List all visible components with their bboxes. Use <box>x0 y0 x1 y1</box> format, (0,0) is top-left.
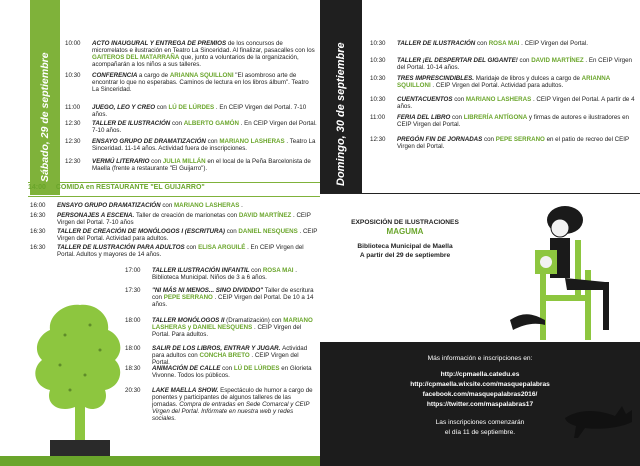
event-title: TRES IMPRESCINDIBLES. <box>397 75 476 82</box>
link-twitter[interactable]: https://twitter.com/maspalabras17 <box>426 401 534 408</box>
event-time: 18:00 <box>125 345 141 352</box>
event-text: con <box>476 40 489 47</box>
link-facebook[interactable]: facebook.com/masquepalabras2016/ <box>422 391 538 398</box>
event-description <box>152 387 317 422</box>
event-title: TALLER DE ILUSTRACIÓN <box>397 40 477 47</box>
divider <box>320 193 640 194</box>
event-details: . En CEIP Virgen del Portal. 10-14 años. <box>397 57 632 72</box>
info-footer-2: el día 11 de septiembre. <box>444 429 516 436</box>
event-title: ANIMACIÓN DE CALLE <box>152 365 223 372</box>
event-description <box>397 114 635 128</box>
reader-illustration <box>505 200 635 340</box>
lunch-time: 14:00 <box>28 184 46 191</box>
event-description <box>92 104 317 118</box>
event-time: 10:30 <box>370 96 386 103</box>
event-text: Taller de escritura con <box>152 287 314 302</box>
event-text: Taller de creación de marionetas con <box>135 212 239 219</box>
event-description <box>152 267 317 281</box>
event-time: 16:30 <box>30 244 46 251</box>
event-title: VERMÚ LITERARIO <box>92 158 152 165</box>
event-title: ENSAYO GRUPO DE DRAMATIZACIÓN <box>92 138 208 145</box>
event-details: . Biblioteca Municipal. Niños de 3 a 6 años. <box>152 267 297 282</box>
event-guest: ARIANNA SQUILLONI <box>169 72 234 79</box>
event-guest: ELISA ARGUILÉ <box>198 244 246 251</box>
event-guest: PEPE SERRANO <box>495 136 545 143</box>
event-text: con <box>186 244 199 251</box>
event-title: TALLER DE CREACIÓN DE MONÓLOGOS I (ESCRITURA) <box>57 228 227 235</box>
event-details: . CEIP Virgen del Portal. A partir de 4 años. <box>397 96 635 111</box>
event-text: con <box>454 96 466 103</box>
event-description <box>57 202 318 209</box>
event-details: . En CEIP Virgen del Portal. Adultos y mayores de 14 años. <box>57 244 304 259</box>
event-description <box>397 136 635 150</box>
event-guest: PEPE SERRANO <box>163 294 213 302</box>
event-description <box>57 244 318 258</box>
event-details: . CEIP Virgen del Portal. Actividad para adultos. <box>57 228 318 243</box>
info-footer-1: Las inscripciones comenzarán <box>435 419 525 426</box>
event-time: 18:00 <box>125 317 141 324</box>
lunch-text: COMIDA en RESTAURANTE "EL GUIJARRO" <box>55 184 205 191</box>
event-guest: MARIANO LASHERAS y DANIEL NESQUENS <box>152 317 313 332</box>
sunday-date-band <box>320 0 362 193</box>
event-guest: ROSA MAI <box>262 267 294 274</box>
event-title: CONFERENCIA <box>92 72 139 79</box>
event-text: con <box>171 120 184 127</box>
exhibition-place: Biblioteca Municipal de Maella <box>357 243 453 250</box>
event-time: 17:00 <box>125 267 141 274</box>
event-text: con <box>156 104 169 111</box>
cactus-illustration <box>30 295 130 460</box>
event-description <box>57 212 318 226</box>
event-time: 11:00 <box>370 114 386 121</box>
event-title: TALLER ¡EL DESPERTAR DEL GIGANTE! <box>397 57 520 64</box>
event-description <box>397 57 635 71</box>
event-text: (Dramatización) con <box>226 317 284 324</box>
event-details: . CEIP Virgen del Portal. Para adultos. <box>152 324 302 339</box>
event-details: "El asombroso arte de encontrar lo que no esperabas. Caminos de lectura en los libros álbum". Teatro La Sinceridad. <box>92 72 309 94</box>
event-description <box>92 138 317 152</box>
event-description <box>152 317 317 338</box>
event-time: 10:30 <box>370 40 386 47</box>
event-description <box>397 40 635 47</box>
event-details: que, junto a voluntarios de la organización, acompañarán a los niños a sus talleres. <box>92 54 299 69</box>
link-wixsite[interactable]: http://cpmaella.wixsite.com/masquepalabras <box>410 381 550 388</box>
event-guest: DAVID MARTÍNEZ <box>531 57 584 64</box>
exhibition-block <box>330 218 480 260</box>
event-title: JUEGO, LEO Y CREO <box>92 104 157 111</box>
event-description <box>152 345 317 366</box>
event-time: 20:30 <box>125 387 141 394</box>
event-guest: GAITEROS DEL MATARRAÑA <box>92 54 180 62</box>
event-details: Compra de entradas en Sede Comarcal y CEIP Virgen del Portal. Infórmate en nuestra web y redes sociales. <box>152 401 310 423</box>
event-time: 12:30 <box>65 158 81 165</box>
event-text: Espectáculo de humor a cargo de ponentes y participantes de algunos talleres de las jornadas. <box>152 387 313 409</box>
event-time: 10:00 <box>65 40 81 47</box>
event-title: TALLER ILUSTRACIÓN INFANTIL <box>152 267 252 274</box>
event-text: con <box>251 267 263 274</box>
saturday-date-band <box>30 0 60 195</box>
saturday-date-label: Sábado, 29 de septiembre <box>39 52 51 182</box>
event-details: . En CEIP Virgen del Portal. 7-10 años. <box>92 120 317 135</box>
event-title: ENSAYO GRUPO DRAMATIZACIÓN <box>57 202 163 209</box>
event-time: 11:00 <box>65 104 81 111</box>
event-title: ACTO INAUGURAL Y ENTREGA DE PREMIOS <box>92 40 228 47</box>
event-details: . CEIP Virgen del Portal. <box>519 40 588 47</box>
event-text: de los concursos de microrrelatos e ilustración en Teatro La Sinceridad. Al finalizar, pasacalles con los <box>92 40 315 55</box>
event-text: con <box>151 158 163 165</box>
event-description <box>397 96 635 110</box>
event-details: . <box>239 202 243 209</box>
cat-illustration <box>560 398 640 438</box>
event-time: 10:30 <box>370 75 386 82</box>
event-title: LAKE MAELLA SHOW. <box>152 387 221 394</box>
event-guest: LÚ DE LÚRDES <box>233 365 280 372</box>
event-time: 17:30 <box>125 287 141 294</box>
event-guest: JULIA MILLÁN <box>162 158 206 165</box>
event-title: TALLER MONÓLOGOS II <box>152 317 227 324</box>
event-details: en Glorieta Vivonne. Todos los públicos. <box>152 365 312 380</box>
event-description <box>57 228 318 242</box>
event-text: con <box>226 228 239 235</box>
event-text: con <box>162 202 175 209</box>
event-details: en el patio de recreo del CEIP Virgen del Portal. <box>397 136 630 151</box>
event-details: . CEIP Virgen del Portal. 7-10 años <box>57 212 311 227</box>
event-time: 12:30 <box>370 136 386 143</box>
event-text: con <box>483 136 496 143</box>
event-time: 10:30 <box>370 57 386 64</box>
event-guest: ROSA MAI <box>488 40 520 47</box>
event-description <box>92 120 317 134</box>
event-guest: DAVID MARTÍNEZ <box>238 212 292 219</box>
event-details: . En CEIP Virgen del Portal. 7-10 años. <box>92 104 307 119</box>
event-title: SALIR DE LOS LIBROS, ENTRAR Y JUGAR. <box>152 345 283 352</box>
event-guest: LÚ DE LÚRDES <box>168 104 215 111</box>
event-details: . CEIP Virgen del Portal. <box>152 352 299 367</box>
event-guest: LIBRERÍA ANTÍGONA <box>463 114 528 121</box>
event-details: . CEIP Virgen del Portal. Actividad para adultos. <box>430 82 564 90</box>
event-details: en el local de la Peña Barcelonista de Maella (frente a restaurante "El Guijarro"). <box>92 158 311 173</box>
link-catedu[interactable]: http://cpmaella.catedu.es <box>440 371 520 378</box>
event-description <box>92 40 317 68</box>
event-details: . CEIP Virgen del Portal. De 10 a 14 años. <box>152 294 314 309</box>
event-guest: CONCHA BRETO <box>199 352 250 360</box>
event-description <box>397 75 635 89</box>
event-title: CUENTACUENTOS <box>397 96 455 103</box>
event-title: PERSONAJES A ESCENA. <box>57 212 136 219</box>
event-title: TALLER DE ILUSTRACIÓN <box>92 120 172 127</box>
info-heading: Más información e inscripciones en: <box>427 355 533 362</box>
exhibition-date: A partir del 29 de septiembre <box>359 252 451 259</box>
event-guest: MARIANO LASHERAS <box>174 202 240 209</box>
event-details: y firmas de autores e ilustradores en CEIP Virgen del Portal. <box>397 114 630 129</box>
event-text: con <box>222 365 234 372</box>
event-text: Maridaje de libros y dulces a cargo de <box>475 75 582 82</box>
event-time: 16:30 <box>30 228 46 235</box>
event-description <box>92 72 317 93</box>
event-time: 18:30 <box>125 365 141 372</box>
event-time: 16:00 <box>30 202 46 209</box>
event-text: con <box>452 114 464 121</box>
event-time: 12:30 <box>65 138 81 145</box>
event-time: 16:30 <box>30 212 46 219</box>
exhibition-heading: EXPOSICIÓN DE ILUSTRACIONES <box>351 219 459 226</box>
divider <box>28 196 320 197</box>
event-description <box>152 287 317 308</box>
event-text: con <box>207 138 220 145</box>
event-time: 10:30 <box>65 72 81 79</box>
event-guest: MARIANO LASHERAS <box>465 96 532 103</box>
lunch-row <box>28 181 318 195</box>
event-guest: DANIEL NESQUENS <box>238 228 298 235</box>
event-description <box>152 365 317 379</box>
event-text: Actividad para adultos con <box>152 345 308 360</box>
event-guest: ALBERTO GAMÓN <box>183 120 239 127</box>
event-time: 12:30 <box>65 120 81 127</box>
bottom-band <box>0 456 320 466</box>
event-title: PREGÓN FIN DE JORNADAS <box>397 136 484 143</box>
event-details: . Teatro La Sinceridad. 11-14 años. Actividad fuera de inscripciones. <box>92 138 316 153</box>
event-text: a cargo de <box>138 72 170 79</box>
event-guest: ARIANNA SQUILLONI <box>397 75 610 90</box>
exhibition-name: MAGUMA <box>386 227 424 236</box>
event-title: FERIA DEL LIBRO <box>397 114 453 121</box>
event-text: con <box>519 57 532 64</box>
event-guest: MARIANO LASHERAS <box>219 138 285 145</box>
event-title: "NI MÁS NI MENOS... SINO DIVIDIDO" <box>152 287 265 294</box>
event-description <box>92 158 317 172</box>
sunday-date-label: Domingo, 30 de septiembre <box>335 42 347 186</box>
event-title: TALLER DE ILUSTRACIÓN PARA ADULTOS <box>57 244 187 251</box>
